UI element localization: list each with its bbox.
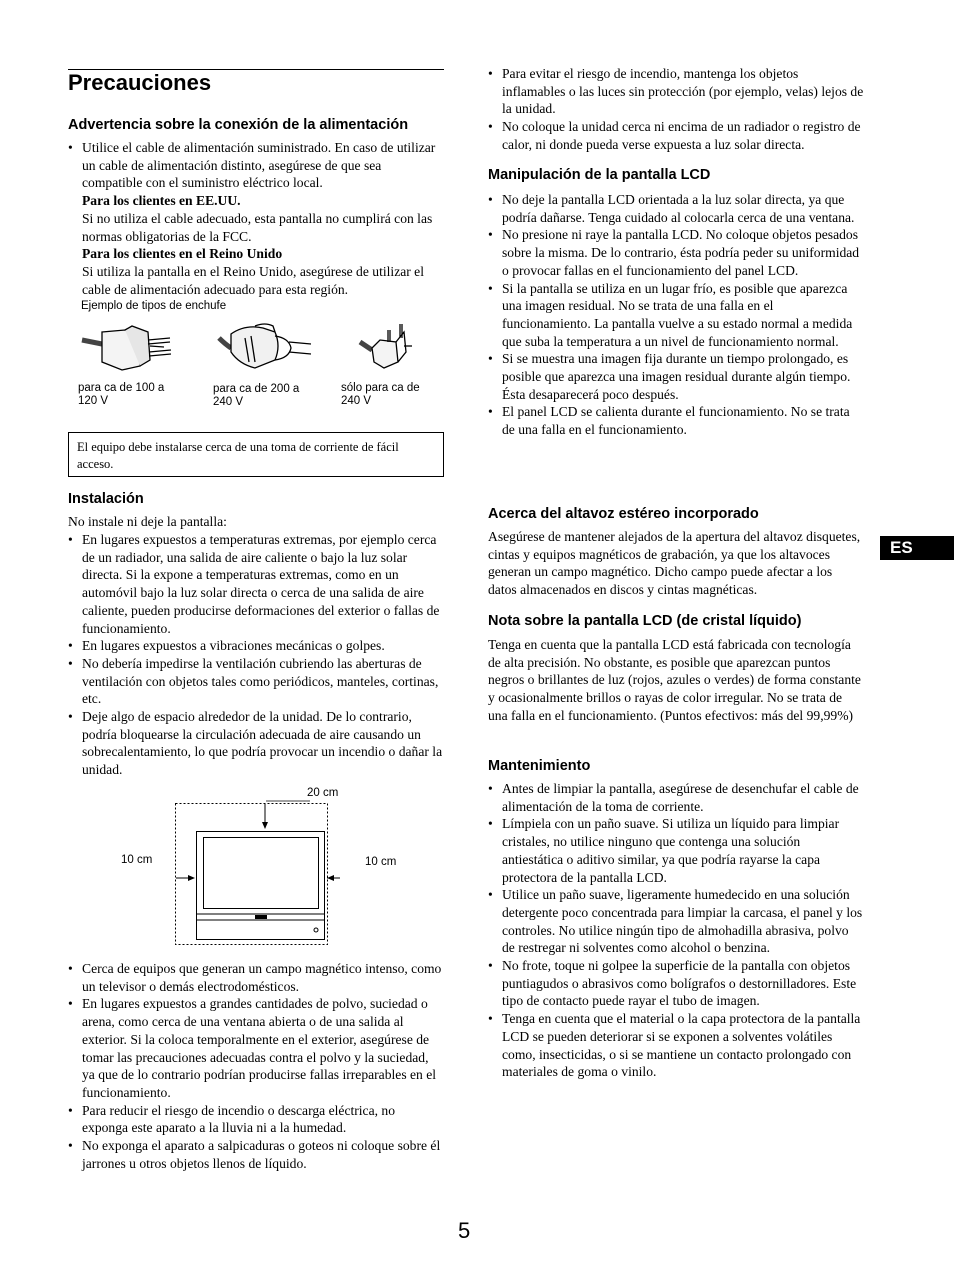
install-intro: No instale ni deje la pantalla: [68, 514, 227, 529]
speaker-text: Asegúrese de mantener alejados de la apertura del altavoz disquetes, cintas y equipos magnéticos de grabación, ya que los altavoces generan un campo magnético. Dicho campo puede afectar a los datos almacenados en discos y cintas magnéticas. [488, 529, 861, 598]
plug-caption-us: para ca de 100 a 120 V [78, 382, 165, 407]
list-item: • Límpiela con un paño suave. Si utiliza un líquido para limpiar cristales, no utilice ninguno que contenga una solución antiestática o aditivo similar, ya que podría rayarse la capa protectora de la pantalla LCD. [488, 815, 864, 886]
page-title: Precauciones [68, 70, 212, 95]
diagram-top-clearance: 20 cm [307, 787, 339, 799]
uk-text: Si utiliza la pantalla en el Reino Unido, asegúrese de utilizar el cable de alimentación adecuado para esta región. [82, 263, 424, 297]
diagram-left-clearance: 10 cm [121, 854, 153, 866]
power-list [68, 139, 444, 298]
list-item: • Tenga en cuenta que el material o la capa protectora de la pantalla LCD se pueden deteriorar si se exponen a solventes volátiles como, insecticidas, o si se mantiene un contacto prolongado con materiales de goma o vinilo. [488, 1010, 864, 1081]
plug-caption-uk: sólo para ca de 240 V [341, 382, 420, 407]
lcd-handling-list [488, 191, 864, 439]
list-item: • Deje algo de espacio alrededor de la unidad. De lo contrario, podría bloquearse la circulación adecuada de aire causando un sobrecalentamiento, lo que podría provocar un incendio o dañar la unidad. [68, 708, 444, 779]
list-item: • No coloque la unidad cerca ni encima de un radiador o registro de calor, ni donde pueda verse expuesta a luz solar directa. [488, 118, 864, 153]
plug-example-label: Ejemplo de tipos de enchufe [81, 300, 227, 312]
list-item [68, 139, 444, 298]
clearance-diagram [172, 796, 362, 950]
install-list [68, 531, 444, 779]
installation-note-box [68, 432, 444, 477]
list-item: • No presione ni raye la pantalla LCD. No coloque objetos pesados sobre la misma. De lo contrario, ésta podría peder su uniformidad o provocar fallas en el funcionamiento del panel LCD. [488, 226, 864, 279]
list-item: • No debería impedirse la ventilación cubriendo las aberturas de ventilación con objetos tales como periódicos, manteles, cortinas, etc. [68, 655, 444, 708]
us-plug-icon [82, 326, 171, 370]
uk-heading: Para los clientes en el Reino Unido [82, 246, 283, 262]
list-item: • El panel LCD se calienta durante el funcionamiento. No se trata de una falla en el funcionamiento. [488, 403, 864, 438]
maintenance-list [488, 780, 864, 1081]
list-item: • Si se muestra una imagen fija durante un tiempo prolongado, es posible que aparezca una imagen residual durante algún tiempo. Ésta desaparecerá poco después. [488, 350, 864, 403]
list-item: • Cerca de equipos que generan un campo magnético intenso, como un televisor o demás electrodomésticos. [68, 960, 444, 995]
list-item: • Para reducir el riesgo de incendio o descarga eléctrica, no exponga este aparato a la lluvia ni a la humedad. [68, 1102, 444, 1137]
install-list-2 [68, 960, 444, 1172]
list-item: • No exponga el aparato a salpicaduras o goteos ni coloque sobre él jarrones u otros objetos llenos de líquido. [68, 1137, 444, 1172]
power-heading: Advertencia sobre la conexión de la alimentación [68, 117, 409, 133]
plug-illustrations [80, 318, 450, 380]
list-item: • No deje la pantalla LCD orientada a la luz solar directa, ya que podría dañarse. Tenga cuidado al colocarla cerca de una ventana. [488, 191, 864, 226]
page-number: 5 [458, 1218, 471, 1243]
list-item: • En lugares expuestos a grandes cantidades de polvo, suciedad o arena, como cerca de una ventana abierta o de una salida al exterior. Si la coloca temporalmente en el exterior, asegúrese de tomar las precauciones adecuadas contra el polvo y la suciedad, ya que de lo contrario podrían producirse fallas irreparables en el funcionamiento. [68, 995, 444, 1101]
lcd-note-text: Tenga en cuenta que la pantalla LCD está fabricada con tecnología de alta precisión. No obstante, es posible que aparezcan puntos negros o brillantes de luz (rojos, azules o verdes) de forma constante y ocasionalmente brillos o rayas de color irregular. No se trata de una falla en el funcionamiento. (Puntos efectivos: más del 99,99%) [488, 637, 861, 723]
install-heading: Instalación [68, 491, 144, 507]
power-bullet-text: Utilice el cable de alimentación suministrado. En caso de utilizar un cable de alimentación distinto, asegúrese de que sea compatible con el suministro eléctrico local. [82, 140, 436, 191]
list-item: • En lugares expuestos a temperaturas extremas, por ejemplo cerca de un radiador, una salida de aire caliente o bajo la luz solar directa. Si la expone a temperaturas extremas, como en un automóvil bajo la luz solar directa o cerca de una salida de aire caliente, pueden producirse deformaciones del exterior o fallas de funcionamiento. [68, 531, 444, 637]
list-item: • Si la pantalla se utiliza en un lugar frío, es posible que aparezca una imagen residual. No se trata de una falla en el funcionamiento. La pantalla vuelve a su estado normal a medida que suba la temperatura a un nivel de funcionamiento normal. [488, 280, 864, 351]
list-item: • Utilice un paño suave, ligeramente humedecido en una solución detergente poco concentrada para limpiar la carcasa, el panel y los controles. No utilice ningún tipo de almohadilla abrasiva, polvo de restregar ni solventes como alcohol o benzina. [488, 886, 864, 957]
fire-list [488, 65, 864, 154]
usa-text: Si no utiliza el cable adecuado, esta pantalla no cumplirá con las normas obligatorias de la FCC. [82, 210, 433, 244]
usa-heading: Para los clientes en EE.UU. [82, 193, 241, 209]
installation-note-text: El equipo debe instalarse cerca de una toma de corriente de fácil acceso. [77, 440, 399, 471]
lcd-note-heading: Nota sobre la pantalla LCD (de cristal líquido) [488, 613, 802, 629]
maintenance-heading: Mantenimiento [488, 758, 591, 774]
speaker-heading: Acerca del altavoz estéreo incorporado [488, 506, 759, 522]
plug-caption-eu: para ca de 200 a 240 V [213, 383, 300, 408]
language-tab: ES [880, 536, 954, 560]
list-item: • No frote, toque ni golpee la superficie de la pantalla con objetos puntiagudos o abrasivos como bolígrafos o destornilladores. Este tipo de contacto puede rayar el tubo de imagen. [488, 957, 864, 1010]
eu-plug-icon [219, 324, 311, 368]
diagram-right-clearance: 10 cm [365, 856, 397, 868]
lcd-handling-heading: Manipulación de la pantalla LCD [488, 167, 711, 183]
list-item: • Antes de limpiar la pantalla, asegúrese de desenchufar el cable de alimentación de la toma de corriente. [488, 780, 864, 815]
list-item: • En lugares expuestos a vibraciones mecánicas o golpes. [68, 637, 444, 655]
uk-plug-icon [360, 324, 412, 368]
list-item: • Para evitar el riesgo de incendio, mantenga los objetos inflamables o las luces sin protección (por ejemplo, velas) lejos de la unidad. [488, 65, 864, 118]
